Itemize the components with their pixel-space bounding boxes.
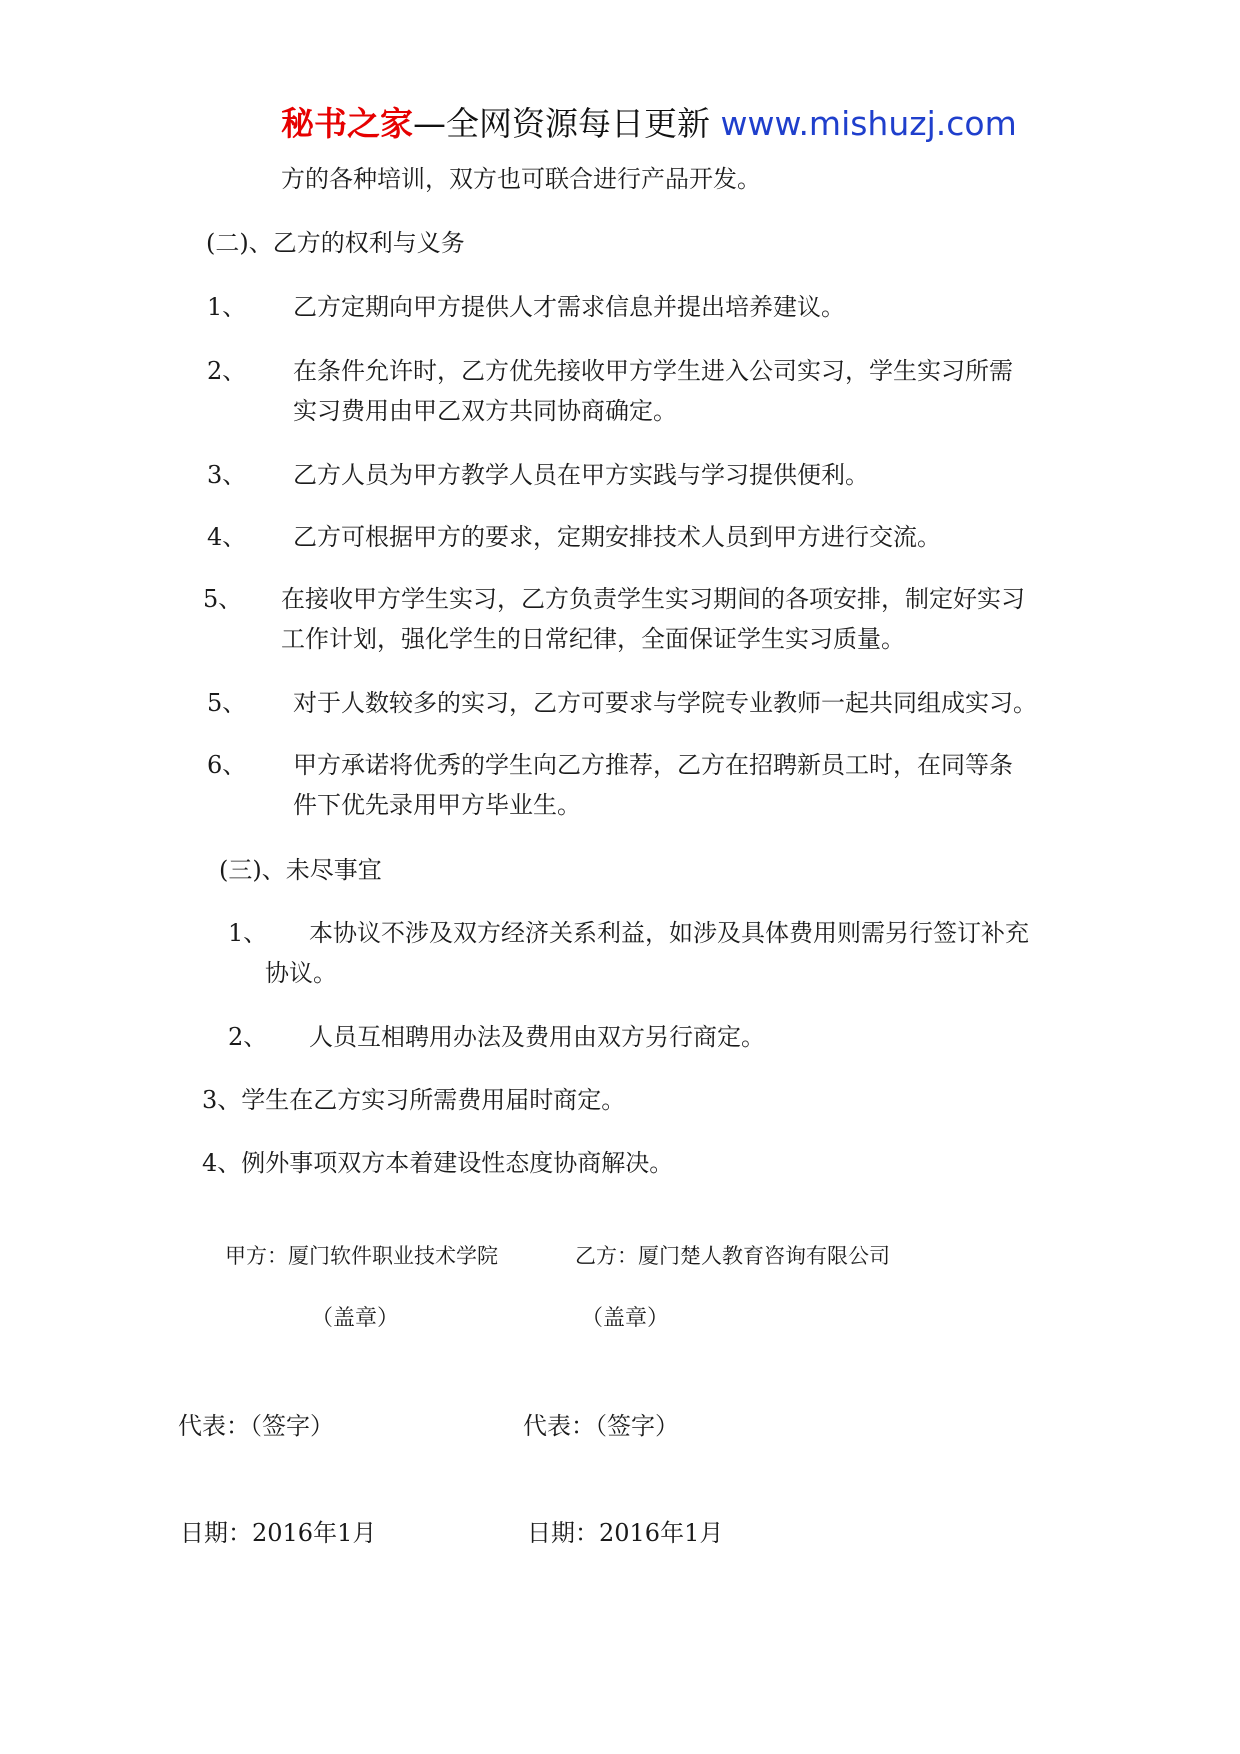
section2-heading: (二)、乙方的权利与义务 <box>206 229 465 257</box>
party-b-seal: （盖章） <box>581 1306 670 1331</box>
section3-item3-text: 3、学生在乙方实习所需费用届时商定。 <box>202 1086 626 1114</box>
party-a-label: 甲方：厦门软件职业技术学院 <box>225 1244 498 1268</box>
section2-item5-text-line1: 在接收甲方学生实习，乙方负责学生实习期间的各项安排，制定好实习 <box>281 585 1025 613</box>
section2-item4-text: 乙方可根据甲方的要求，定期安排技术人员到甲方进行交流。 <box>293 523 941 551</box>
party-b-name: 厦门楚人教育咨询有限公司 <box>638 1244 890 1268</box>
party-a-seal: （盖章） <box>311 1306 400 1331</box>
party-b-date: 日期：2016年1月 <box>527 1519 724 1547</box>
section3-item1-text-line2: 协议。 <box>265 959 337 987</box>
section2-item7-number: 6、 <box>207 751 247 779</box>
section2-item1-text: 乙方定期向甲方提供人才需求信息并提出培养建议。 <box>293 293 845 321</box>
section2-item2-text-line2: 实习费用由甲乙双方共同协商确定。 <box>293 397 677 425</box>
section2-item7-text-line2: 件下优先录用甲方毕业生。 <box>293 791 581 819</box>
section3-item1-text-line1: 本协议不涉及双方经济关系利益，如涉及具体费用则需另行签订补充 <box>309 919 1029 947</box>
section3-item2-text: 人员互相聘用办法及费用由双方另行商定。 <box>309 1023 765 1051</box>
section2-item2-number: 2、 <box>207 357 247 385</box>
section2-item1-number: 1、 <box>207 293 247 321</box>
section2-item4-number: 4、 <box>207 523 247 551</box>
section2-item6-number: 5、 <box>207 689 247 717</box>
section2-item7-text-line1: 甲方承诺将优秀的学生向乙方推荐，乙方在招聘新员工时，在同等条 <box>293 751 1013 779</box>
party-b-prefix: 乙方： <box>575 1244 638 1268</box>
banner-tagline: —全网资源每日更新 <box>413 104 710 143</box>
site-banner <box>281 103 1017 145</box>
section2-item5-text-line2: 工作计划，强化学生的日常纪律，全面保证学生实习质量。 <box>281 625 905 653</box>
section2-item3-text: 乙方人员为甲方教学人员在甲方实践与学习提供便利。 <box>293 461 869 489</box>
party-a-date: 日期：2016年1月 <box>180 1519 377 1547</box>
party-b-block <box>575 1242 890 1270</box>
section2-item5-number: 5、 <box>203 585 243 613</box>
party-b-representative: 代表：（签字） <box>523 1412 679 1440</box>
section3-item4-text: 4、例外事项双方本着建设性态度协商解决。 <box>202 1149 674 1177</box>
section2-item2-text-line1: 在条件允许时，乙方优先接收甲方学生进入公司实习，学生实习所需 <box>293 357 1013 385</box>
continuation-text: 方的各种培训，双方也可联合进行产品开发。 <box>281 165 761 193</box>
brand-name: 秘书之家 <box>281 104 413 143</box>
section2-item3-number: 3、 <box>207 461 247 489</box>
section3-heading: (三)、未尽事宜 <box>219 856 382 884</box>
section3-item1-number: 1、 <box>228 919 268 947</box>
party-a-representative: 代表：（签字） <box>178 1412 334 1440</box>
section2-item6-text: 对于人数较多的实习，乙方可要求与学院专业教师一起共同组成实习。 <box>293 689 1037 717</box>
section3-item2-number: 2、 <box>228 1023 268 1051</box>
site-url-link[interactable]: www.mishuzj.com <box>720 104 1017 143</box>
